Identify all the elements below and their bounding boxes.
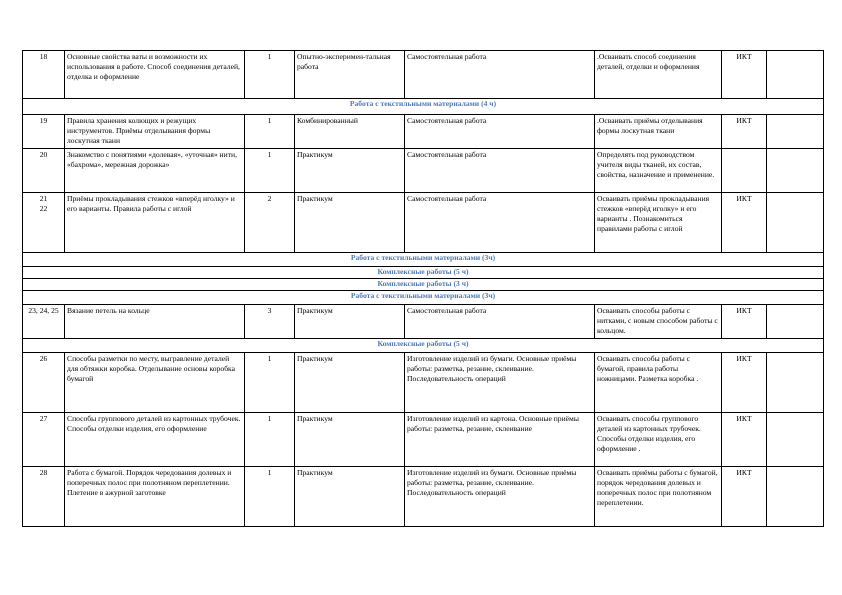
lesson-number-cell: 23, 24, 25 — [23, 305, 65, 339]
section-title: Работа с текстильными материалами (3ч) — [23, 291, 824, 305]
empty-cell — [767, 115, 824, 149]
hours-cell: 1 — [245, 115, 295, 149]
section-header — [23, 267, 824, 279]
section-header — [23, 279, 824, 291]
result-cell: Осваивать приёмы прокладывания стежков «вперёд иголку» и его варианты . Познакомиться правилами работы с иглой — [595, 193, 722, 253]
result-cell: Определять под руководством учителя виды тканей, их состав, свойства, назначение и применение. — [595, 149, 722, 193]
hours-cell: 1 — [245, 413, 295, 467]
section-title: Работа с текстильными материалами (4 ч) — [23, 99, 824, 115]
tools-cell: ИКТ — [722, 115, 767, 149]
empty-cell — [767, 193, 824, 253]
table-row — [23, 115, 824, 149]
table-row — [23, 305, 824, 339]
result-cell: .Осваивать приёмы отделывания формы лоскутная ткани — [595, 115, 722, 149]
section-title: Комплексные работы (3 ч) — [23, 279, 824, 291]
topic-cell: Вязание петель на кольце — [65, 305, 245, 339]
topic-cell: Работа с бумагой. Порядок чередования долевых и поперечных полос при полотняном переплетении. Плетение в ажурной заготовке — [65, 467, 245, 527]
tools-cell — [722, 149, 767, 193]
lesson-type-cell: Практикум — [295, 305, 405, 339]
topic-cell: Приёмы прокладывания стежков «вперёд иголку» и его варианты. Правила работы с иглой — [65, 193, 245, 253]
empty-cell — [767, 51, 824, 99]
section-title: Комплексные работы (5 ч) — [23, 267, 824, 279]
topic-cell: Основные свойства ваты и возможности их использования в работе. Способ соединения деталей, отделка и оформление — [65, 51, 245, 99]
lesson-type-cell: Опытно-эксперимен-тальная работа — [295, 51, 405, 99]
tools-cell: ИКТ — [722, 467, 767, 527]
table-row — [23, 353, 824, 413]
hours-cell: 2 — [245, 193, 295, 253]
tools-cell: ИКТ — [722, 413, 767, 467]
topic-cell: Знакомство с понятиями «долевая», «уточная» нити, «бахрома», мережная дорожка» — [65, 149, 245, 193]
empty-cell — [767, 467, 824, 527]
section-header — [23, 253, 824, 267]
tools-cell: ИКТ — [722, 193, 767, 253]
result-cell: Осваивать приёмы работы с бумагой, порядок чередования долевых и поперечных полос при полотняном переплетении. — [595, 467, 722, 527]
lesson-number-cell: 18 — [23, 51, 65, 99]
topic-cell: Способы разметки по месту, выгравление деталей для обтяжки коробка. Отделывание основы коробка бумагой — [65, 353, 245, 413]
lesson-type-cell: Практикум — [295, 353, 405, 413]
activity-cell: Самостоятельная работа — [405, 193, 595, 253]
result-cell: Осваивать способы работы с нитками, с новым способом работы с кольцом. — [595, 305, 722, 339]
section-title: Работа с текстильными материалами (3ч) — [23, 253, 824, 267]
tools-cell: ИКТ — [722, 353, 767, 413]
lesson-number-cell: 27 — [23, 413, 65, 467]
hours-cell: 1 — [245, 149, 295, 193]
empty-cell — [767, 413, 824, 467]
empty-cell — [767, 305, 824, 339]
table-row — [23, 51, 824, 99]
lesson-number-cell: 28 — [23, 467, 65, 527]
lesson-number-cell: 20 — [23, 149, 65, 193]
lesson-number-cell: 19 — [23, 115, 65, 149]
activity-cell: Самостоятельная работа — [405, 51, 595, 99]
lesson-type-cell: Практикум — [295, 413, 405, 467]
activity-cell: Самостоятельная работа — [405, 115, 595, 149]
table-row — [23, 413, 824, 467]
empty-cell — [767, 353, 824, 413]
lesson-type-cell: Комбинированный — [295, 115, 405, 149]
section-title: Комплексные работы (5 ч) — [23, 339, 824, 353]
lesson-type-cell: Практикум — [295, 193, 405, 253]
section-header — [23, 99, 824, 115]
lesson-type-cell: Практикум — [295, 467, 405, 527]
result-cell: .Осваивать способ соединения деталей, отделки и оформления — [595, 51, 722, 99]
topic-cell: Способы группового деталей из картонных трубочек. Способы отделки изделия, его оформление — [65, 413, 245, 467]
result-cell: Осваивать способы работы с бумагой, правила работы ножницами. Разметка коробка . — [595, 353, 722, 413]
activity-cell: Самостоятельная работа — [405, 305, 595, 339]
activity-cell: Изготовление изделий из картона. Основные приёмы работы: разметка, резание, склеивание — [405, 413, 595, 467]
table-row — [23, 193, 824, 253]
table-row — [23, 149, 824, 193]
result-cell: Осваивать способы группового деталей из картонных трубочек. Способы отделки изделия, его оформление . — [595, 413, 722, 467]
table-row — [23, 467, 824, 527]
activity-cell: Самостоятельная работа — [405, 149, 595, 193]
hours-cell: 1 — [245, 467, 295, 527]
lesson-number-cell: 21 22 — [23, 193, 65, 253]
lesson-number-cell: 26 — [23, 353, 65, 413]
lesson-plan-table — [22, 50, 824, 527]
hours-cell: 3 — [245, 305, 295, 339]
tools-cell: ИКТ — [722, 51, 767, 99]
empty-cell — [767, 149, 824, 193]
section-header — [23, 339, 824, 353]
hours-cell: 1 — [245, 353, 295, 413]
section-header — [23, 291, 824, 305]
topic-cell: Правила хранения колющих и режущих инструментов. Приёмы отделывания формы лоскутная ткани — [65, 115, 245, 149]
activity-cell: Изготовление изделий из бумаги. Основные приёмы работы: разметка, резание, склеивание. Последовательность операций — [405, 467, 595, 527]
hours-cell: 1 — [245, 51, 295, 99]
activity-cell: Изготовление изделий из бумаги. Основные приёмы работы: разметка, резание, склеивание. Последовательность операций — [405, 353, 595, 413]
lesson-type-cell: Практикум — [295, 149, 405, 193]
tools-cell: ИКТ — [722, 305, 767, 339]
